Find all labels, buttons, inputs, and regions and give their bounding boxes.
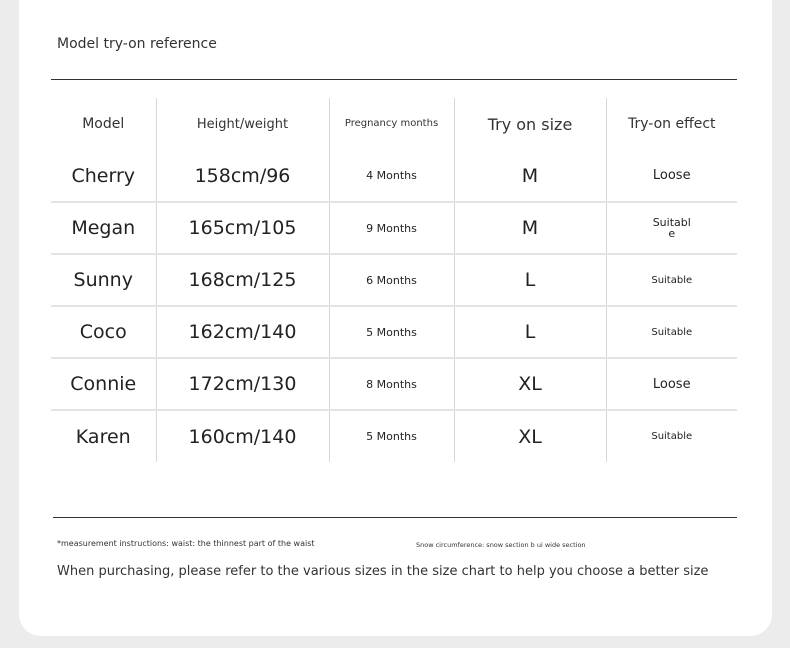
cell-size: L: [454, 306, 606, 358]
cell-size: XL: [454, 410, 606, 462]
cell-effect: Loose: [652, 376, 691, 392]
cell-effect: Loose: [652, 168, 691, 183]
cell-model: Sunny: [51, 254, 156, 306]
cell-height-weight: 158cm/96: [156, 150, 329, 202]
header-model: Model: [51, 98, 156, 150]
cell-model: Connie: [51, 358, 156, 410]
cell-months: 4 Months: [329, 150, 454, 202]
cell-size: L: [454, 254, 606, 306]
cell-model: Coco: [51, 306, 156, 358]
page-title: Model try-on reference: [57, 36, 217, 52]
cell-effect: Suitable: [651, 274, 693, 286]
header-height-weight: Height/weight: [156, 98, 329, 150]
cell-months: 8 Months: [329, 358, 454, 410]
cell-model: Karen: [51, 410, 156, 462]
table-row: [51, 410, 737, 462]
cell-size: M: [454, 202, 606, 254]
cell-height-weight: 165cm/105: [156, 202, 329, 254]
cell-height-weight: 172cm/130: [156, 358, 329, 410]
table-row: [51, 306, 737, 358]
cell-size: M: [454, 150, 606, 202]
cell-height-weight: 160cm/140: [156, 410, 329, 462]
cell-size: XL: [454, 358, 606, 410]
table-row: [51, 202, 737, 254]
measurement-note: *measurement instructions: waist: the thinnest part of the waist: [57, 539, 315, 548]
cell-months: 6 Months: [329, 254, 454, 306]
header-try-on-effect: Try-on effect: [627, 116, 716, 132]
cell-model: Cherry: [51, 150, 156, 202]
snow-circumference-note: Snow circumference: snow section b ui wide section: [416, 541, 586, 549]
cell-effect-text: Suitable: [652, 216, 691, 240]
bottom-divider: [53, 517, 737, 518]
top-divider: [51, 79, 737, 80]
cell-effect: [606, 202, 737, 254]
header-try-on-size: Try on size: [454, 98, 606, 150]
cell-months: 5 Months: [329, 306, 454, 358]
purchase-hint: When purchasing, please refer to the various sizes in the size chart to help you choose a better size: [57, 564, 709, 579]
cell-months: 5 Months: [329, 410, 454, 462]
table-row: [51, 358, 737, 410]
cell-effect: Suitable: [651, 431, 693, 442]
table-row: [51, 254, 737, 306]
cell-model: Megan: [51, 202, 156, 254]
table-row: [51, 150, 737, 202]
cell-months: 9 Months: [329, 202, 454, 254]
size-reference-table: [51, 98, 737, 462]
cell-height-weight: 168cm/125: [156, 254, 329, 306]
cell-effect: Suitable: [651, 326, 693, 338]
table-header-row: [51, 98, 737, 150]
header-pregnancy-months: Pregnancy months: [329, 98, 454, 150]
cell-height-weight: 162cm/140: [156, 306, 329, 358]
